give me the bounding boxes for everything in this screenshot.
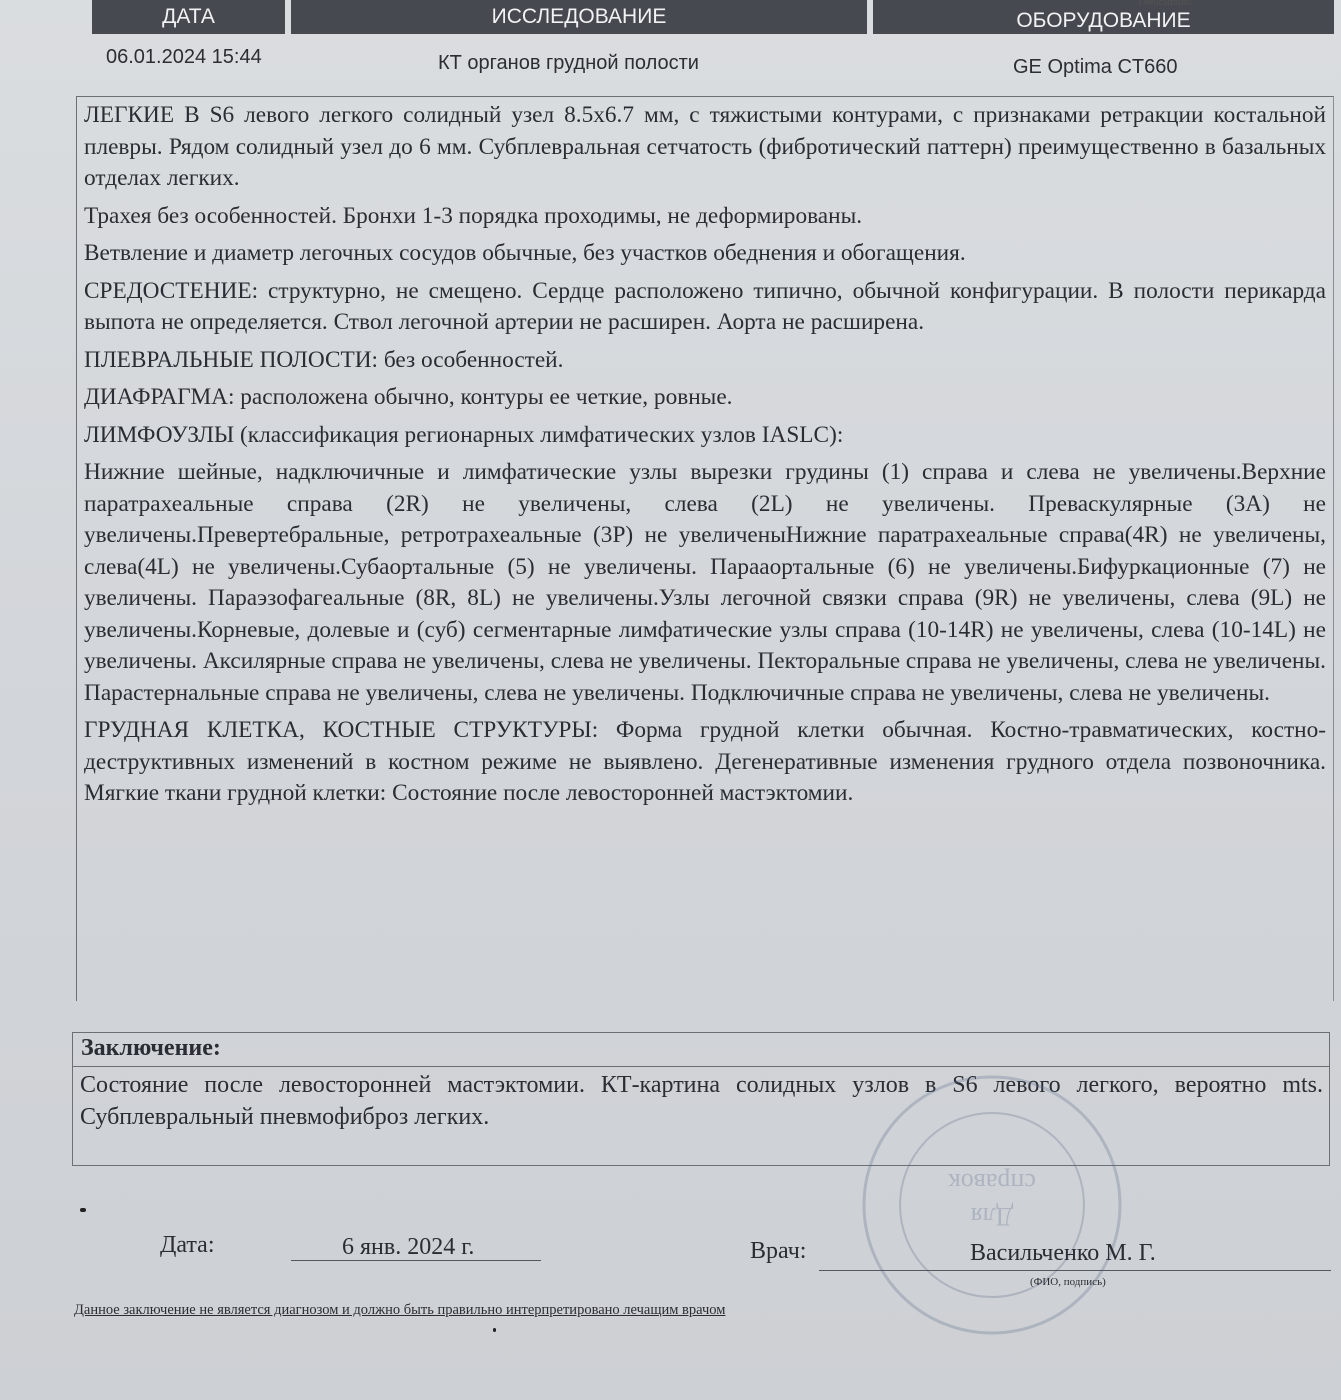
document-code: 1-RFUCMZ01RU (1138, 0, 1192, 7)
report-paragraph-lymph-nodes: Нижние шейные, надключичные и лимфатические узлы вырезки грудины (1) справа и слева не увеличены.Верхние паратрахеальные справа (2R) не увеличены, слева (2L) не увеличены. Преваскулярные (3A) не увеличены.Превертебральные, ретротрахеальные (3P) не увеличеныНижние паратрахеальные справа(4R) не увеличены, слева(4L) не увеличены.Субаортальные (5) не увеличены. Парааортальные (6) не увеличены.Бифуркационные (7) не увеличены. Параэзофагеальные (8R, 8L) не увеличены.Узлы легочной связки справа (9R) не увеличены, слева (9L) не увеличены.Корневые, долевые и (суб) сегментарные лимфатические узлы справа (10-14R) не увеличены, слева (10-14L) не увеличены. Аксилярные справа не увеличены, слева не увеличены. Пекторальные справа не увеличены, слева не увеличены. Парастернальные справа не увеличены, слева не увеличены. Подключичные справа не увеличены, слева не увеличены. (84, 459, 1326, 706)
round-stamp (852, 1070, 1132, 1340)
report-paragraph-vessels: Ветвление и диаметр легочных сосудов обычные, без участков обеднения и обогащения. (84, 240, 966, 266)
header-equipment-label: ОБОРУДОВАНИЕ (1016, 9, 1191, 32)
mark-dot (80, 1208, 86, 1212)
header-date-label: ДАТА (162, 5, 215, 28)
report-paragraph-lungs: ЛЕГКИЕ В S6 левого легкого солидный узел 8.5x6.7 мм, с тяжистыми контурами, с признаками ретракции костальной плевры. Рядом солидный узел до 6 мм. Субплевральная сетчатость (фибротический паттерн) преимущественно в базальных отделах легких. (84, 102, 1326, 191)
report-body (84, 100, 1326, 816)
report-paragraph-pleura: ПЛЕВРАЛЬНЫЕ ПОЛОСТИ: без особенностей. (84, 346, 564, 373)
report-paragraph-chest-bones: ГРУДНАЯ КЛЕТКА, КОСТНЫЕ СТРУКТУРЫ: Форма грудной клетки обычная. Костно-травматических, костно-деструктивных изменений в костном режиме не выявлено. Дегенеративные изменения грудного отдела позвоночника. Мягкие ткани грудной клетки: Состояние после левосторонней мастэктомии. (84, 717, 1326, 806)
stamp-text-2: справок (948, 1168, 1036, 1197)
report-paragraph-mediastinum: СРЕДОСТЕНИЕ: структурно, не смещено. Сердце расположено типично, обычной конфигурации. В полости перикарда выпота не определяется. Ствол легочной артерии не расширен. Аорта не расширена. (84, 277, 1326, 335)
header-study-label: ИССЛЕДОВАНИЕ (491, 5, 667, 28)
conclusion-title: Заключение: (73, 1033, 1329, 1067)
doctor-caption: (ФИО, подпись) (1030, 1276, 1106, 1288)
doctor-line (819, 1270, 1331, 1271)
header-date-column (92, 0, 285, 34)
equipment-name: GE Optima CT660 (1013, 56, 1178, 78)
doctor-label: Врач: (750, 1238, 807, 1264)
study-name: КТ органов грудной полости (438, 52, 699, 74)
report-paragraph-trachea: Трахея без особенностей. Бронхи 1-3 порядка проходимы, не деформированы. (84, 202, 863, 229)
stamp-text-1: Для (970, 1202, 1014, 1231)
conclusion-box (72, 1032, 1330, 1166)
conclusion-text: Состояние после левосторонней мастэктомии. КТ-картина солидных узлов в S6 левого легкого, вероятно mts. Субплевральный пневмофиброз легких. (80, 1072, 1323, 1130)
header-equipment-column (873, 0, 1334, 34)
disclaimer-note: Данное заключение не является диагнозом и должно быть правильно интерпретировано лечащим врачом (74, 1302, 726, 1318)
report-paragraph-diaphragm: ДИАФРАГМА: расположена обычно, контуры ее четкие, ровные. (84, 384, 733, 410)
mark-dot-small (493, 1328, 496, 1332)
signature-date: 6 янв. 2024 г. (342, 1234, 475, 1260)
date-label: Дата: (160, 1232, 215, 1258)
study-date: 06.01.2024 15:44 (106, 46, 262, 68)
header-study-column (291, 0, 867, 34)
doctor-name: Васильченко М. Г. (970, 1240, 1156, 1266)
report-paragraph-lymph-heading: ЛИМФОУЗЛЫ (классификация регионарных лимфатических узлов IASLC): (84, 421, 844, 448)
